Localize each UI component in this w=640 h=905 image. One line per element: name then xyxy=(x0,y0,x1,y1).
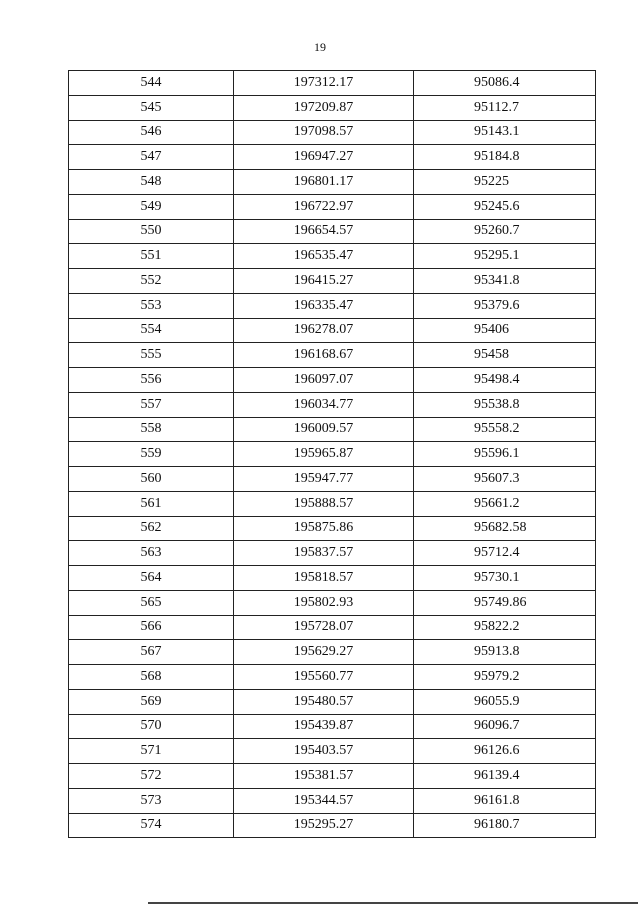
table-row xyxy=(69,293,596,318)
table-row xyxy=(69,145,596,170)
point-number-cell: 550 xyxy=(69,219,234,244)
y-coordinate-cell: 96180.7 xyxy=(414,813,596,838)
x-coordinate-cell: 195947.77 xyxy=(234,467,414,492)
x-coordinate-cell: 196722.97 xyxy=(234,194,414,219)
y-coordinate-cell: 95245.6 xyxy=(414,194,596,219)
point-number-cell: 565 xyxy=(69,590,234,615)
point-number-cell: 571 xyxy=(69,739,234,764)
x-coordinate-cell: 195965.87 xyxy=(234,442,414,467)
x-coordinate-cell: 196335.47 xyxy=(234,293,414,318)
y-coordinate-cell: 96055.9 xyxy=(414,689,596,714)
y-coordinate-cell: 95558.2 xyxy=(414,417,596,442)
point-number-cell: 544 xyxy=(69,71,234,96)
table-row xyxy=(69,170,596,195)
y-coordinate-cell: 95749.86 xyxy=(414,590,596,615)
x-coordinate-cell: 196168.67 xyxy=(234,343,414,368)
y-coordinate-cell: 95086.4 xyxy=(414,71,596,96)
point-number-cell: 557 xyxy=(69,392,234,417)
x-coordinate-cell: 195818.57 xyxy=(234,566,414,591)
point-number-cell: 563 xyxy=(69,541,234,566)
table-row xyxy=(69,541,596,566)
point-number-cell: 546 xyxy=(69,120,234,145)
x-coordinate-cell: 197312.17 xyxy=(234,71,414,96)
bottom-rule xyxy=(148,902,638,904)
table-row xyxy=(69,615,596,640)
table-row xyxy=(69,788,596,813)
table-row xyxy=(69,269,596,294)
table-row xyxy=(69,219,596,244)
table-row xyxy=(69,71,596,96)
x-coordinate-cell: 195802.93 xyxy=(234,590,414,615)
table-row xyxy=(69,665,596,690)
table-row xyxy=(69,442,596,467)
point-number-cell: 552 xyxy=(69,269,234,294)
table-row xyxy=(69,368,596,393)
point-number-cell: 566 xyxy=(69,615,234,640)
x-coordinate-cell: 196097.07 xyxy=(234,368,414,393)
table-row xyxy=(69,640,596,665)
table-row xyxy=(69,318,596,343)
y-coordinate-cell: 95143.1 xyxy=(414,120,596,145)
x-coordinate-cell: 196801.17 xyxy=(234,170,414,195)
y-coordinate-cell: 95406 xyxy=(414,318,596,343)
point-number-cell: 568 xyxy=(69,665,234,690)
x-coordinate-cell: 197209.87 xyxy=(234,95,414,120)
x-coordinate-cell: 195875.86 xyxy=(234,516,414,541)
x-coordinate-cell: 195560.77 xyxy=(234,665,414,690)
table-row xyxy=(69,516,596,541)
y-coordinate-cell: 95341.8 xyxy=(414,269,596,294)
table-row xyxy=(69,95,596,120)
table-row xyxy=(69,392,596,417)
table-row xyxy=(69,343,596,368)
point-number-cell: 573 xyxy=(69,788,234,813)
y-coordinate-cell: 96096.7 xyxy=(414,714,596,739)
table-row xyxy=(69,120,596,145)
point-number-cell: 548 xyxy=(69,170,234,195)
x-coordinate-cell: 195629.27 xyxy=(234,640,414,665)
table-row xyxy=(69,689,596,714)
x-coordinate-cell: 196947.27 xyxy=(234,145,414,170)
y-coordinate-cell: 95260.7 xyxy=(414,219,596,244)
x-coordinate-cell: 195439.87 xyxy=(234,714,414,739)
y-coordinate-cell: 95822.2 xyxy=(414,615,596,640)
point-number-cell: 574 xyxy=(69,813,234,838)
y-coordinate-cell: 95682.58 xyxy=(414,516,596,541)
x-coordinate-cell: 195480.57 xyxy=(234,689,414,714)
y-coordinate-cell: 95661.2 xyxy=(414,491,596,516)
table-body xyxy=(69,71,596,838)
table-row xyxy=(69,739,596,764)
point-number-cell: 567 xyxy=(69,640,234,665)
point-number-cell: 562 xyxy=(69,516,234,541)
point-number-cell: 556 xyxy=(69,368,234,393)
point-number-cell: 564 xyxy=(69,566,234,591)
table-row xyxy=(69,566,596,591)
y-coordinate-cell: 95225 xyxy=(414,170,596,195)
x-coordinate-cell: 195837.57 xyxy=(234,541,414,566)
y-coordinate-cell: 96161.8 xyxy=(414,788,596,813)
point-number-cell: 555 xyxy=(69,343,234,368)
y-coordinate-cell: 95730.1 xyxy=(414,566,596,591)
table-row xyxy=(69,590,596,615)
y-coordinate-cell: 95979.2 xyxy=(414,665,596,690)
point-number-cell: 560 xyxy=(69,467,234,492)
x-coordinate-cell: 196278.07 xyxy=(234,318,414,343)
x-coordinate-cell: 197098.57 xyxy=(234,120,414,145)
y-coordinate-cell: 95295.1 xyxy=(414,244,596,269)
y-coordinate-cell: 95379.6 xyxy=(414,293,596,318)
table-row xyxy=(69,417,596,442)
point-number-cell: 559 xyxy=(69,442,234,467)
point-number-cell: 569 xyxy=(69,689,234,714)
x-coordinate-cell: 195403.57 xyxy=(234,739,414,764)
x-coordinate-cell: 196415.27 xyxy=(234,269,414,294)
x-coordinate-cell: 195888.57 xyxy=(234,491,414,516)
y-coordinate-cell: 95498.4 xyxy=(414,368,596,393)
table-row xyxy=(69,764,596,789)
x-coordinate-cell: 196034.77 xyxy=(234,392,414,417)
y-coordinate-cell: 95913.8 xyxy=(414,640,596,665)
y-coordinate-cell: 95596.1 xyxy=(414,442,596,467)
point-number-cell: 570 xyxy=(69,714,234,739)
y-coordinate-cell: 95112.7 xyxy=(414,95,596,120)
point-number-cell: 551 xyxy=(69,244,234,269)
point-number-cell: 549 xyxy=(69,194,234,219)
table-row xyxy=(69,714,596,739)
y-coordinate-cell: 95712.4 xyxy=(414,541,596,566)
x-coordinate-cell: 195344.57 xyxy=(234,788,414,813)
table-row xyxy=(69,813,596,838)
y-coordinate-cell: 95184.8 xyxy=(414,145,596,170)
y-coordinate-cell: 95607.3 xyxy=(414,467,596,492)
point-number-cell: 561 xyxy=(69,491,234,516)
y-coordinate-cell: 95538.8 xyxy=(414,392,596,417)
y-coordinate-cell: 95458 xyxy=(414,343,596,368)
y-coordinate-cell: 96126.6 xyxy=(414,739,596,764)
x-coordinate-cell: 195381.57 xyxy=(234,764,414,789)
x-coordinate-cell: 196009.57 xyxy=(234,417,414,442)
x-coordinate-cell: 195728.07 xyxy=(234,615,414,640)
point-number-cell: 572 xyxy=(69,764,234,789)
x-coordinate-cell: 196535.47 xyxy=(234,244,414,269)
point-number-cell: 553 xyxy=(69,293,234,318)
x-coordinate-cell: 195295.27 xyxy=(234,813,414,838)
table-row xyxy=(69,194,596,219)
table-row xyxy=(69,467,596,492)
x-coordinate-cell: 196654.57 xyxy=(234,219,414,244)
point-number-cell: 547 xyxy=(69,145,234,170)
coordinate-table xyxy=(68,70,596,838)
y-coordinate-cell: 96139.4 xyxy=(414,764,596,789)
table-row xyxy=(69,244,596,269)
point-number-cell: 554 xyxy=(69,318,234,343)
point-number-cell: 545 xyxy=(69,95,234,120)
table-row xyxy=(69,491,596,516)
point-number-cell: 558 xyxy=(69,417,234,442)
page-number: 19 xyxy=(314,40,326,54)
